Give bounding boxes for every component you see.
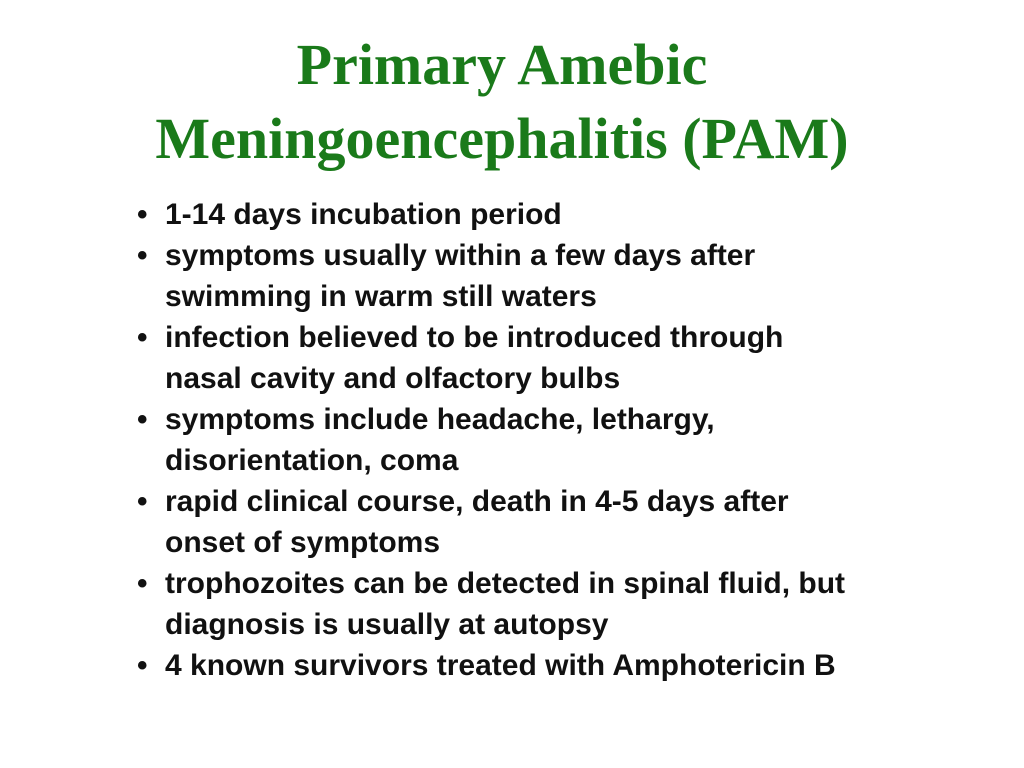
bullet-icon: •	[137, 198, 148, 231]
bullet-text: swimming in warm still waters	[165, 280, 597, 313]
bullet-list	[137, 194, 997, 686]
bullet-text: trophozoites can be detected in spinal fluid, but	[165, 567, 846, 600]
bullet-text: infection believed to be introduced through	[165, 321, 784, 354]
slide-title	[0, 28, 1004, 176]
bullet-icon: •	[137, 649, 148, 682]
bullet-icon: •	[137, 485, 148, 518]
bullet-item	[137, 194, 997, 235]
bullet-item	[137, 481, 997, 563]
bullet-item	[137, 235, 997, 317]
bullet-icon: •	[137, 403, 148, 436]
bullet-item	[137, 645, 997, 686]
bullet-text: onset of symptoms	[165, 526, 441, 559]
bullet-text: symptoms include headache, lethargy,	[165, 403, 715, 436]
bullet-text: disorientation, coma	[165, 444, 459, 477]
slide-title-line: Primary Amebic	[296, 32, 708, 97]
bullet-text: 1-14 days incubation period	[165, 198, 562, 231]
bullet-icon: •	[137, 239, 148, 272]
bullet-item	[137, 317, 997, 399]
bullet-icon: •	[137, 567, 148, 600]
bullet-text: symptoms usually within a few days after	[165, 239, 756, 272]
bullet-item	[137, 563, 997, 645]
bullet-icon: •	[137, 321, 148, 354]
bullet-text: 4 known survivors treated with Amphotericin B	[165, 649, 836, 682]
bullet-text: diagnosis is usually at autopsy	[165, 608, 609, 641]
bullet-text: rapid clinical course, death in 4-5 days after	[165, 485, 789, 518]
bullet-item	[137, 399, 997, 481]
slide-title-line: Meningoencephalitis (PAM)	[155, 106, 849, 171]
bullet-text: nasal cavity and olfactory bulbs	[165, 362, 621, 395]
